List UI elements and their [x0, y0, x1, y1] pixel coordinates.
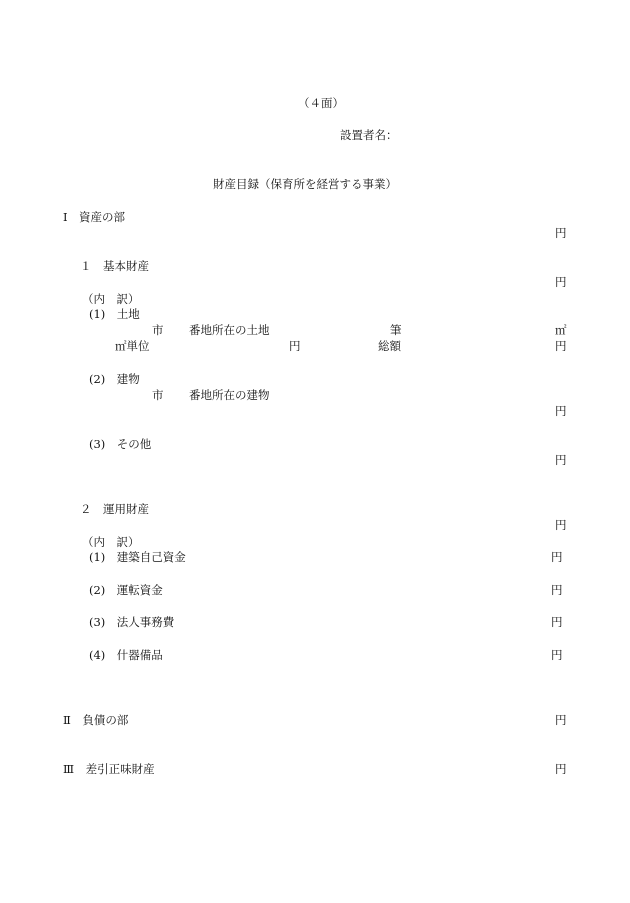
operating-item-label: (2) 運転資金: [89, 583, 163, 597]
installer-name-label: 設置者名：: [340, 128, 398, 142]
land-parcels: 筆: [390, 323, 402, 337]
basic-breakdown-label: （内 訳）: [82, 292, 140, 306]
land-per-sqm-yen: 円: [289, 339, 301, 353]
land-total-yen: 円: [555, 339, 567, 353]
assets-heading: Ⅰ 資産の部: [63, 210, 126, 224]
operating-property-heading: ２ 運用財産: [80, 502, 149, 516]
operating-item-yen: 円: [551, 550, 563, 564]
land-address: 番地所在の土地: [189, 323, 270, 337]
net-assets-yen: 円: [555, 762, 567, 776]
land-label: (1) 土地: [89, 307, 140, 321]
liabilities-yen: 円: [555, 713, 567, 727]
document-title: 財産目録（保育所を経営する事業）: [213, 177, 397, 191]
land-total-label: 総額: [378, 339, 401, 353]
operating-item-yen: 円: [551, 615, 563, 629]
other-label: (3) その他: [89, 437, 152, 451]
building-city: 市: [152, 388, 164, 402]
building-yen: 円: [555, 404, 567, 418]
land-area-unit: ㎡: [555, 323, 567, 337]
building-address: 番地所在の建物: [189, 388, 270, 402]
operating-item-yen: 円: [551, 583, 563, 597]
liabilities-heading: Ⅱ 負債の部: [63, 713, 129, 727]
land-per-sqm-label: ㎡単位: [115, 339, 150, 353]
operating-item-label: (4) 什器備品: [89, 648, 163, 662]
operating-property-yen: 円: [555, 518, 567, 532]
basic-property-yen: 円: [555, 275, 567, 289]
operating-breakdown-label: （内 訳）: [82, 535, 140, 549]
land-city: 市: [152, 323, 164, 337]
operating-item-label: (3) 法人事務費: [89, 615, 175, 629]
basic-property-heading: １ 基本財産: [80, 259, 149, 273]
operating-item-yen: 円: [551, 648, 563, 662]
operating-item-label: (1) 建築自己資金: [89, 550, 186, 564]
other-yen: 円: [555, 453, 567, 467]
assets-total-yen: 円: [555, 226, 567, 240]
net-assets-heading: Ⅲ 差引正味財産: [63, 762, 155, 776]
page-number-label: （４面）: [298, 96, 344, 110]
building-label: (2) 建物: [89, 372, 140, 386]
